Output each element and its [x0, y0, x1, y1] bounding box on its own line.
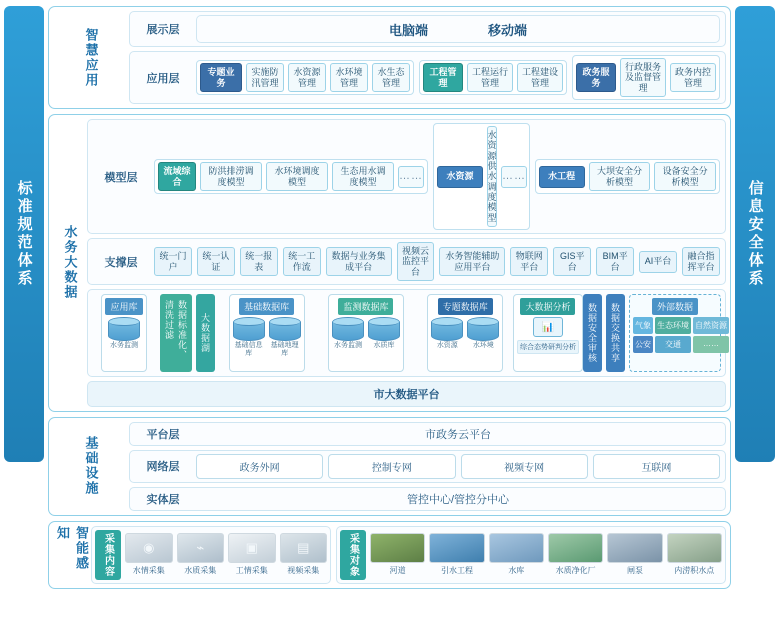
support-item-iot[interactable]: 物联网平台 [510, 247, 548, 276]
support-layer-title: 支撑层 [104, 256, 138, 269]
topic-db-cylinder-2 [467, 317, 499, 350]
infra-row-entity [129, 487, 726, 511]
analysis-col [517, 294, 579, 372]
infra-item-control-network[interactable]: 控制专网 [328, 454, 455, 479]
right-vertical-banner [735, 6, 775, 462]
base-db-cap-1: 基础信息库 [234, 342, 263, 357]
topic-db-box[interactable] [427, 294, 503, 372]
analysis-head: 大数据分析 [520, 298, 575, 315]
app-store-cylinder [108, 317, 140, 350]
collect-object-label: 采集对象 [340, 530, 366, 580]
monitor-db-cylinder-1 [332, 317, 364, 350]
river-photo [370, 533, 425, 563]
band-label-sensing: 智能感知 [55, 525, 89, 571]
collect-item-water-level[interactable]: ◉ 水情采集 [125, 533, 173, 576]
collect-item-video[interactable]: ▤ 视频采集 [280, 533, 328, 576]
base-db-head: 基础数据库 [239, 298, 294, 315]
group-head-engineering[interactable]: 工程管理 [423, 63, 463, 92]
support-item-integration[interactable]: 数据与业务集成平台 [326, 247, 392, 276]
analysis-caption: 综合态势研判分析 [517, 340, 579, 354]
support-item-ai[interactable]: AI平台 [639, 251, 677, 273]
app-store-box[interactable] [101, 294, 146, 372]
flood-photo [667, 533, 722, 563]
data-pipeline [87, 289, 726, 407]
group-government-service [572, 55, 720, 100]
app-store-caption: 水务监测 [109, 342, 138, 350]
infra-item-video-network[interactable]: 视频专网 [461, 454, 588, 479]
base-db-cap-2: 基础地理库 [270, 342, 299, 357]
reservoir-photo [489, 533, 544, 563]
support-item-video-cloud[interactable]: 视频云监控平台 [397, 242, 435, 281]
support-item-report[interactable]: 统一报表 [240, 247, 278, 276]
group-topic-business [196, 60, 414, 95]
topic-db-cap-1: 水资源 [436, 342, 458, 350]
monitor-db-cap-2: 水质库 [373, 342, 395, 350]
model-layer-title: 模型层 [104, 171, 138, 184]
support-item-gis[interactable]: GIS平台 [553, 247, 591, 276]
etl-bar[interactable]: 数据标准化、清洗过滤 [160, 294, 192, 372]
canal-photo [429, 533, 484, 563]
support-layer-row [87, 238, 726, 285]
support-item-workflow[interactable]: 统一工作流 [283, 247, 321, 276]
left-vertical-banner [4, 6, 44, 462]
video-icon: ▤ [280, 533, 328, 563]
monitor-db-cap-1: 水务监测 [333, 342, 362, 350]
object-item-river[interactable]: 河道 [370, 533, 425, 576]
support-item-bim[interactable]: BIM平台 [596, 247, 634, 276]
app-item-engineering-operation[interactable]: 工程运行管理 [467, 63, 513, 92]
group-water-engineering-model [535, 159, 720, 194]
topic-db-col [418, 294, 513, 372]
external-item-ecology[interactable]: 生态环境 [655, 317, 691, 334]
infra-row-network [129, 450, 726, 483]
band-label-big-data: 水务大数据 [62, 225, 78, 301]
analysis-box[interactable] [513, 294, 583, 372]
group-head-water-resource[interactable]: 水资源 [437, 166, 483, 188]
monitor-db-head: 监测数据库 [338, 298, 393, 315]
infra-value-entity[interactable]: 管控中心/管控分中心 [406, 493, 510, 506]
app-item-water-resource[interactable]: 水资源管理 [288, 63, 326, 92]
base-db-cylinder-2 [269, 317, 301, 357]
model-item-equipment-safety[interactable]: 设备安全分析模型 [654, 162, 716, 191]
topic-db-head: 专题数据库 [438, 298, 493, 315]
collect-object-panel [336, 526, 726, 584]
infra-value-platform[interactable]: 市政务云平台 [425, 428, 491, 441]
display-item-pc[interactable]: 电脑端 [388, 22, 428, 38]
model-item-more-resource[interactable]: …… [501, 166, 527, 188]
external-item-traffic[interactable]: 交通 [655, 336, 691, 353]
app-item-water-env[interactable]: 水环境管理 [330, 63, 368, 92]
group-head-topic-business[interactable]: 专题业务 [200, 63, 242, 92]
group-head-basin[interactable]: 流域综合 [158, 162, 196, 191]
application-layer-row [129, 51, 726, 104]
camera-icon: ▣ [228, 533, 276, 563]
external-data-col [629, 294, 727, 372]
model-item-water-env-dispatch[interactable]: 水环境调度模型 [266, 162, 328, 191]
application-layer-title: 应用层 [146, 72, 180, 85]
display-layer-title: 展示层 [146, 24, 180, 36]
gate-photo [607, 533, 662, 563]
probe-icon: ⌁ [177, 533, 225, 563]
band-water-big-data [48, 114, 731, 412]
external-item-resources[interactable]: 自然资源 [693, 317, 729, 334]
model-item-more-basin[interactable]: …… [398, 166, 424, 188]
band-infrastructure [48, 417, 731, 516]
model-item-supply-dispatch[interactable]: 水资源供水调度模型 [487, 126, 497, 227]
city-big-data-platform[interactable]: 市大数据平台 [87, 381, 726, 407]
right-banner-label: 信息安全体系 [746, 180, 764, 288]
plant-photo [548, 533, 603, 563]
sensor-icon: ◉ [125, 533, 173, 563]
object-item-reservoir[interactable]: 水库 [489, 533, 544, 576]
band-label-application: 智慧应用 [83, 27, 99, 88]
external-item-more[interactable]: …… [693, 336, 729, 353]
band-smart-sensing [48, 521, 731, 589]
app-item-internal-control[interactable]: 政务内控管理 [670, 63, 716, 92]
collect-content-label: 采集内容 [95, 530, 121, 580]
support-item-ai-assist[interactable]: 水务智能辅助应用平台 [439, 247, 505, 276]
base-db-col [219, 294, 314, 372]
main-column [48, 6, 731, 577]
app-item-flood[interactable]: 实施防汛管理 [246, 63, 284, 92]
exchange-share-bar[interactable]: 数据交换共享 [606, 294, 625, 372]
infra-title-network: 网络层 [146, 461, 180, 474]
object-item-canal[interactable]: 引水工程 [429, 533, 484, 576]
base-db-box[interactable] [229, 294, 305, 372]
infra-title-entity: 实体层 [146, 493, 180, 506]
external-data-box[interactable] [629, 294, 727, 372]
base-db-cylinder-1 [233, 317, 265, 357]
app-item-water-eco[interactable]: 水生态管理 [372, 63, 410, 92]
external-data-head: 外部数据 [652, 298, 698, 315]
app-store-head: 应用库 [105, 298, 142, 315]
external-item-weather[interactable]: 气象 [633, 317, 653, 334]
collect-item-water-quality[interactable]: ⌁ 水质采集 [177, 533, 225, 576]
support-item-portal[interactable]: 统一门户 [154, 247, 192, 276]
collect-content-panel [91, 526, 331, 584]
analysis-chart-icon: 📊 [533, 317, 563, 337]
app-item-engineering-construction[interactable]: 工程建设管理 [517, 63, 563, 92]
infra-item-gov-network[interactable]: 政务外网 [196, 454, 323, 479]
display-item-mobile[interactable]: 移动端 [488, 22, 528, 38]
monitor-db-cylinder-2 [368, 317, 400, 350]
external-item-police[interactable]: 公安 [633, 336, 653, 353]
group-head-government-service[interactable]: 政务服务 [576, 63, 616, 92]
group-head-water-engineering[interactable]: 水工程 [539, 166, 585, 188]
infra-item-internet[interactable]: 互联网 [593, 454, 720, 479]
collect-item-engineering[interactable]: ▣ 工情采集 [228, 533, 276, 576]
infra-row-platform [129, 422, 726, 446]
model-item-dam-safety[interactable]: 大坝安全分析模型 [589, 162, 651, 191]
model-item-flood-dispatch[interactable]: 防洪排涝调度模型 [200, 162, 262, 191]
app-store-col [92, 294, 156, 372]
band-smart-application [48, 6, 731, 109]
infra-title-platform: 平台层 [146, 428, 180, 441]
support-item-auth[interactable]: 统一认证 [197, 247, 235, 276]
object-item-gate-pump[interactable]: 闸泵 [607, 533, 662, 576]
band-label-infrastructure: 基础设施 [83, 436, 99, 497]
group-basin-comprehensive [154, 159, 428, 194]
group-engineering [419, 60, 567, 95]
group-water-resource-model [433, 123, 530, 230]
display-layer-row [129, 11, 726, 47]
object-item-plant[interactable]: 水质净化厂 [548, 533, 603, 576]
data-lake-bar[interactable]: 大数据湖 [196, 294, 215, 372]
model-layer-row [87, 119, 726, 234]
monitor-db-col [318, 294, 413, 372]
topic-db-cylinder-1 [431, 317, 463, 350]
app-item-admin-service[interactable]: 行政服务及监督管理 [620, 58, 666, 97]
topic-db-cap-2: 水环境 [472, 342, 494, 350]
model-item-eco-water-dispatch[interactable]: 生态用水调度模型 [332, 162, 394, 191]
security-check-bar[interactable]: 数据安全审核 [583, 294, 602, 372]
display-layer-box [196, 15, 720, 43]
left-banner-label: 标准规范体系 [15, 180, 33, 288]
monitor-db-box[interactable] [328, 294, 404, 372]
support-item-command[interactable]: 融合指挥平台 [682, 247, 720, 276]
object-item-flood-point[interactable]: 内涝积水点 [667, 533, 722, 576]
